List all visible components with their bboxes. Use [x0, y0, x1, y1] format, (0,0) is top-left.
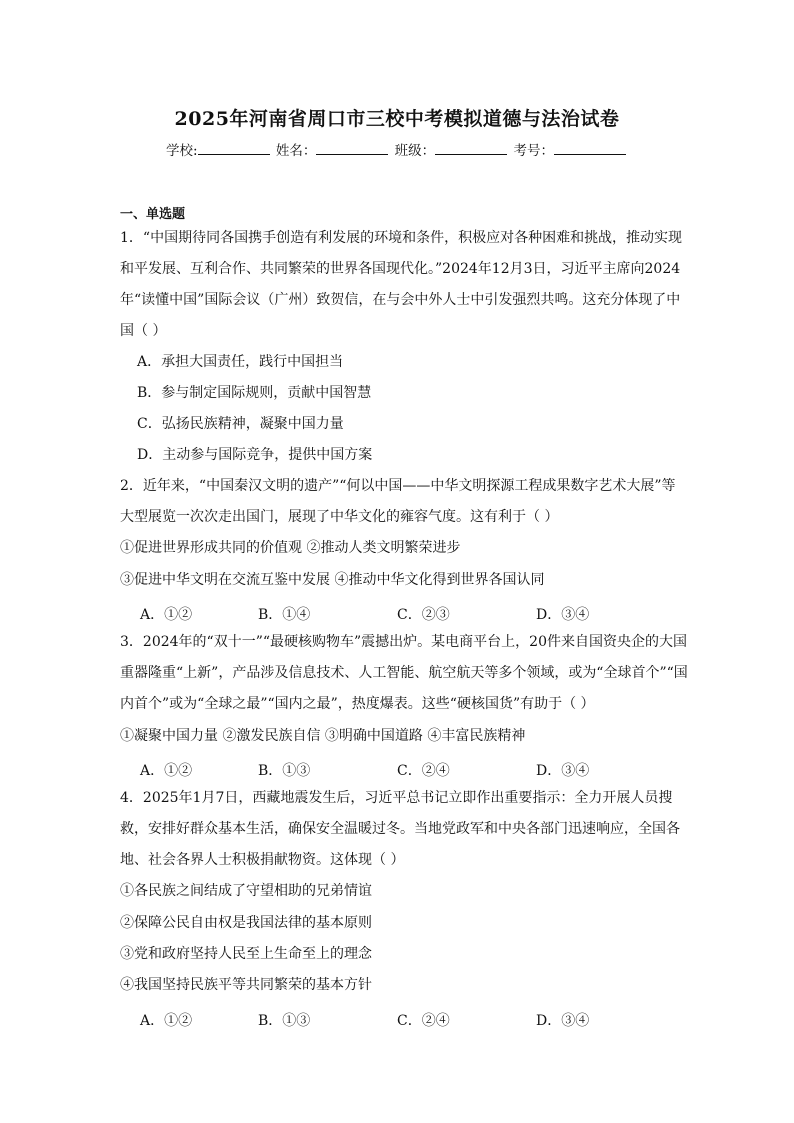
q3-line-3: 内首个”或为“全球之最”“国内之最”，热度爆表。这些“硬核国货”有助于（ ）	[120, 696, 595, 712]
exam-number-label: 考号：	[513, 143, 554, 159]
q3-line-4: ①凝聚中国力量 ②激发民族自信 ③明确中国道路 ④丰富民族精神	[120, 728, 526, 744]
q4-option-a: A．①②	[140, 1013, 193, 1029]
q3-options	[140, 760, 660, 779]
q4-options	[140, 1010, 660, 1029]
q2-line-1: 2．近年来，“中国秦汉文明的遗产”“何以中国——中华文明探源工程成果数字艺术大展”等	[120, 478, 676, 494]
q3-option-b: B．①③	[258, 763, 311, 779]
q1-option-d: D．主动参与国际竞争，提供中国方案	[137, 447, 373, 463]
q1-line-4: 国（ ）	[120, 323, 167, 339]
exam-number-blank	[554, 142, 626, 155]
q1-option-a: A．承担大国责任，践行中国担当	[137, 354, 344, 370]
q4-line-3: 地、社会各界人士积极捐献物资。这体现（ ）	[120, 852, 405, 868]
student-info-line	[0, 139, 794, 159]
school-blank	[198, 142, 270, 155]
q2-options	[140, 604, 660, 623]
q1-line-2: 和平发展、互利合作、共同繁荣的世界各国现代化。”2024年12月3日，习近平主席向2024	[120, 261, 681, 277]
q3-line-2: 重器隆重“上新”，产品涉及信息技术、人工智能、航空航天等多个领域，或为“全球首个”“国	[120, 665, 688, 681]
q4-line-2: 救，安排好群众基本生活，确保安全温暖过冬。当地党政军和中央各部门迅速响应，全国各	[120, 821, 680, 837]
q4-statement-4: ④我国坚持民族平等共同繁荣的基本方针	[120, 977, 372, 993]
school-label: 学校:	[166, 143, 198, 159]
q2-line-2: 大型展览一次次走出国门，展现了中华文化的雍容气度。这有利于（ ）	[120, 509, 559, 525]
q4-statement-3: ③党和政府坚持人民至上生命至上的理念	[120, 946, 372, 962]
q4-option-b: B．①③	[258, 1013, 311, 1029]
q4-statement-2: ②保障公民自由权是我国法律的基本原则	[120, 915, 372, 931]
name-label: 姓名：	[275, 143, 317, 159]
q4-option-d: D．③④	[536, 1013, 590, 1029]
q4-line-1: 4．2025年1月7日，西藏地震发生后，习近平总书记立即作出重要指示：全力开展人员搜	[120, 790, 673, 806]
q1-line-1: 1．“中国期待同各国携手创造有利发展的环境和条件，积极应对各种困难和挑战，推动实现	[120, 230, 683, 246]
q2-option-c: C．②③	[397, 607, 450, 623]
q3-option-c: C．②④	[397, 763, 450, 779]
q2-line-3: ①促进世界形成共同的价值观 ②推动人类文明繁荣进步	[120, 540, 461, 556]
q2-option-a: A．①②	[140, 607, 193, 623]
q2-option-d: D．③④	[536, 607, 590, 623]
q4-statement-1: ①各民族之间结成了守望相助的兄弟情谊	[120, 883, 372, 899]
q1-option-b: B．参与制定国际规则，贡献中国智慧	[137, 385, 372, 401]
exam-title: 2025年河南省周口市三校中考模拟道德与法治试卷	[174, 108, 620, 130]
q1-option-c: C．弘扬民族精神，凝聚中国力量	[137, 416, 344, 432]
section-title: 一、单选题	[120, 207, 186, 222]
q1-line-3: 年“读懂中国”国际会议（广州）致贺信，在与会中外人士中引发强烈共鸣。这充分体现了中	[120, 292, 681, 308]
class-label: 班级：	[394, 143, 436, 159]
q4-option-c: C．②④	[397, 1013, 450, 1029]
name-blank	[316, 142, 388, 155]
q3-option-a: A．①②	[140, 763, 193, 779]
class-blank	[435, 142, 507, 155]
q2-line-4: ③促进中华文明在交流互鉴中发展 ④推动中华文化得到世界各国认同	[120, 572, 545, 588]
q3-option-d: D．③④	[536, 763, 590, 779]
q3-line-1: 3．2024年的“双十一”“最硬核购物车”震撼出炉。某电商平台上，20件来自国资央企的大国	[120, 634, 687, 650]
q2-option-b: B．①④	[258, 607, 311, 623]
